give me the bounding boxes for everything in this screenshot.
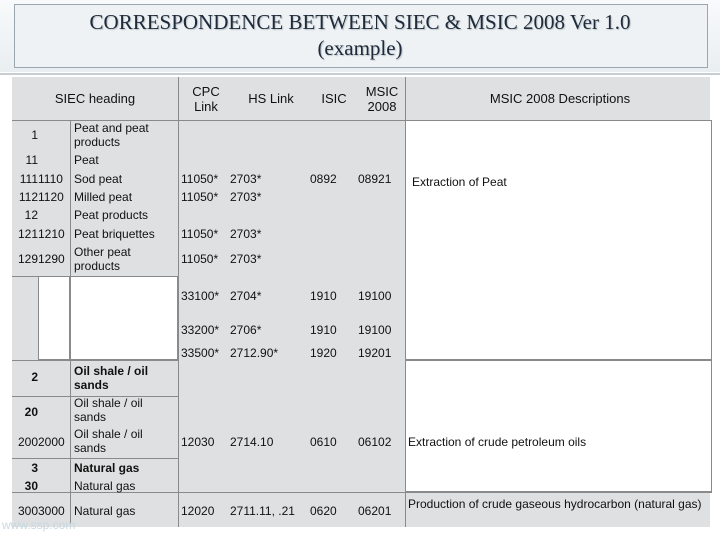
cpc-link: 11050* — [181, 190, 219, 204]
siec-name: Sod peat — [74, 172, 123, 186]
siec-code-1: 111 — [19, 172, 38, 186]
siec-name: Other peat products — [74, 245, 131, 273]
hs-link: 2711.11, .21 — [230, 504, 295, 518]
siec-code-2: 2000 — [38, 435, 65, 449]
hs-link: 2703* — [230, 172, 262, 186]
siec-name: Peat briquettes — [74, 227, 155, 241]
header-desc: MSIC 2008 Descriptions — [489, 91, 631, 106]
cpc-link: 12030 — [181, 435, 215, 449]
cpc-link: 11050* — [181, 227, 219, 241]
isic-code: 1910 — [310, 289, 337, 303]
blank-box-desc-2 — [405, 360, 712, 492]
siec-code-1: 2 — [31, 370, 38, 384]
siec-code-1: 121 — [17, 227, 38, 241]
isic-code: 0892 — [310, 172, 337, 186]
page-title — [14, 9, 706, 61]
title-line-1: CORRESPONDENCE BETWEEN SIEC & MSIC 2008 Ver 1.0 — [89, 10, 631, 34]
isic-code: 1910 — [310, 323, 337, 337]
header-hs: HS Link — [248, 91, 294, 106]
grid-line — [12, 458, 178, 459]
hs-link: 2703* — [230, 227, 262, 241]
cpc-link: 33200* — [181, 323, 220, 337]
siec-code-1: 11 — [25, 153, 38, 167]
siec-name: Oil shale / oil sands — [74, 364, 149, 392]
grid-line — [405, 77, 406, 527]
siec-code-1: 20 — [24, 405, 38, 419]
hs-link: 2706* — [230, 323, 262, 337]
msic-code: 06102 — [358, 435, 392, 449]
siec-code-2: 1290 — [38, 252, 65, 266]
siec-name: Natural gas — [74, 461, 140, 475]
isic-code: 0620 — [310, 504, 337, 518]
siec-code-1: 129 — [17, 252, 38, 266]
siec-name: Natural gas — [74, 504, 136, 518]
header-isic: ISIC — [321, 91, 347, 106]
grid-line — [178, 77, 179, 527]
msic-description: Production of crude gaseous hydrocarbon (natural gas) — [408, 497, 702, 511]
siec-name: Peat and peat products — [74, 121, 149, 149]
siec-name: Natural gas — [74, 479, 136, 493]
siec-code-1: 1 — [31, 128, 38, 142]
msic-description: Extraction of crude petroleum oils — [408, 435, 587, 449]
siec-name: Oil shale / oil sands — [74, 396, 143, 424]
siec-code-1: 3 — [31, 461, 38, 475]
hs-link: 2712.90* — [230, 346, 279, 360]
siec-code-2: 1210 — [38, 227, 65, 241]
msic-code: 06201 — [358, 504, 392, 518]
cpc-link: 11050* — [181, 252, 219, 266]
title-line-2: (example) — [317, 36, 403, 60]
header-cpc: CPC Link — [192, 84, 220, 114]
grid-line — [12, 360, 178, 361]
siec-name: Oil shale / oil sands — [74, 427, 143, 455]
grid-line — [12, 276, 178, 277]
siec-name: Peat products — [74, 208, 149, 222]
siec-code-1: 30 — [24, 479, 38, 493]
hs-link: 2714.10 — [230, 435, 274, 449]
siec-name: Peat — [74, 153, 99, 167]
hs-link: 2703* — [230, 190, 262, 204]
msic-code: 19100 — [358, 323, 392, 337]
cpc-link: 11050* — [181, 172, 219, 186]
siec-code-2: 3000 — [38, 504, 65, 518]
cpc-link: 12020 — [181, 504, 215, 518]
siec-code-1: 200 — [17, 435, 38, 449]
siec-code-1: 112 — [18, 190, 38, 204]
hs-link: 2704* — [230, 289, 262, 303]
grid-line — [70, 120, 71, 527]
msic-code: 08921 — [358, 172, 392, 186]
siec-code-2: 1110 — [38, 172, 63, 186]
watermark: www.ssp.com — [2, 518, 76, 532]
header-siec: SIEC heading — [54, 91, 136, 106]
msic-code: 19100 — [358, 289, 392, 303]
isic-code: 0610 — [310, 435, 337, 449]
header-msic: MSIC 2008 — [365, 84, 399, 114]
msic-code: 19201 — [358, 346, 392, 360]
blank-box-siec-1 — [38, 276, 70, 360]
siec-code-2: 1120 — [38, 190, 64, 204]
hs-link: 2703* — [230, 252, 262, 266]
isic-code: 1920 — [310, 346, 337, 360]
blank-box-siec-2 — [70, 276, 178, 360]
siec-code-1: 12 — [24, 208, 38, 222]
siec-code-1: 300 — [17, 504, 38, 518]
cpc-link: 33100* — [181, 289, 220, 303]
msic-description: Extraction of Peat — [412, 175, 507, 189]
blank-box-desc-1 — [405, 120, 712, 360]
siec-name: Milled peat — [74, 190, 133, 204]
cpc-link: 33500* — [181, 346, 220, 360]
title-divider — [0, 73, 720, 75]
